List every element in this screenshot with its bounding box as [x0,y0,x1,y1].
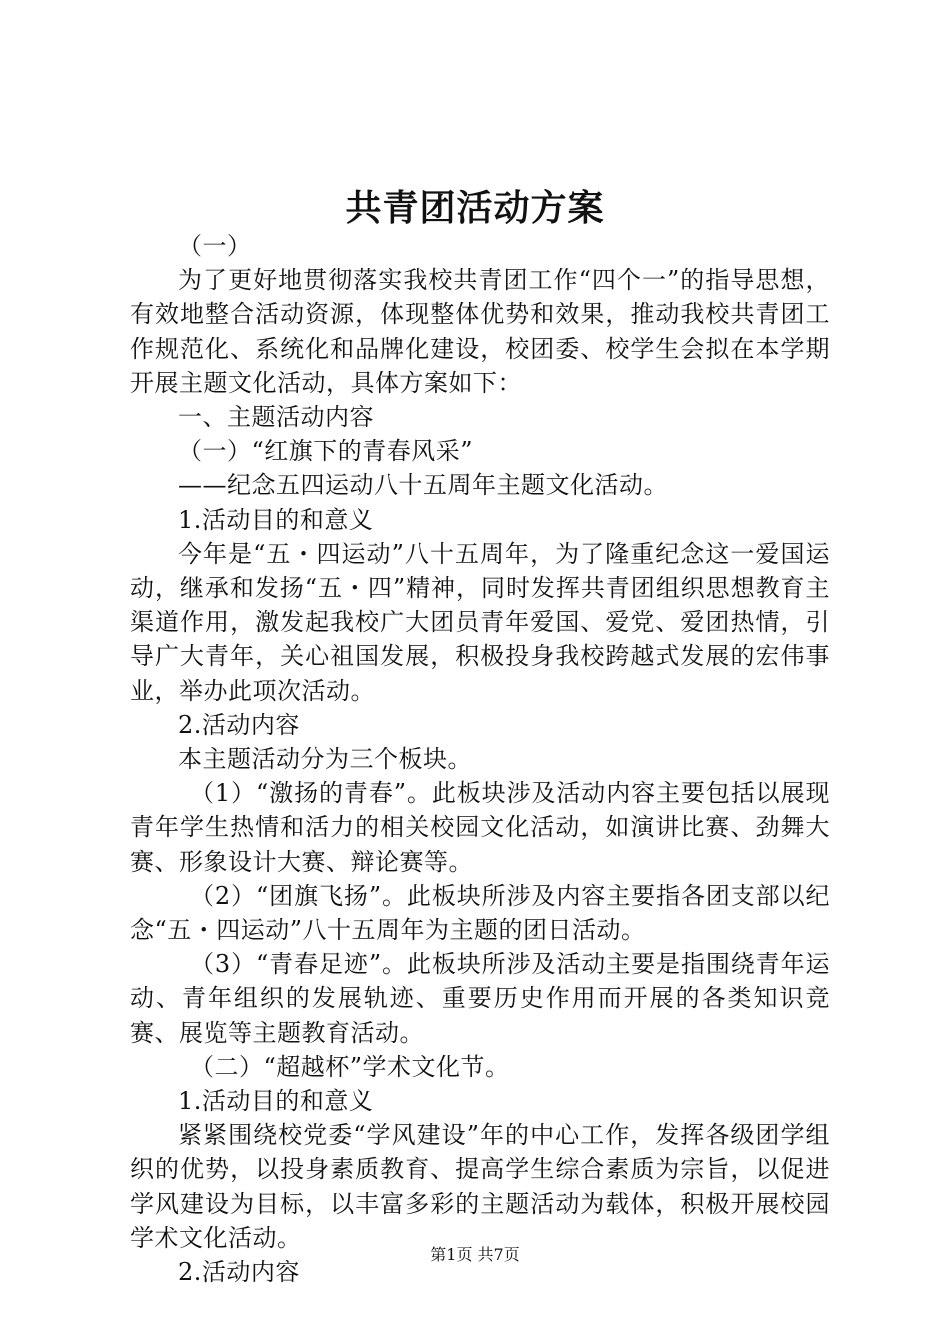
paragraph: 紧紧围绕校党委“学风建设”年的中心工作，发挥各级团学组织的优势，以投身素质教育、提高学生综合素质为宗旨，以促进学风建设为目标，以丰富多彩的主题活动为载体，积极开展校园学术文化活动。 [130,1121,830,1252]
paragraph: （二）“超越杯”学术文化节。 [190,1052,510,1081]
paragraph: ——纪念五四运动八十五周年主题文化活动。 [178,471,668,500]
paragraph: （一）“红旗下的青春风采” [178,437,474,466]
document-body [130,229,830,1289]
paragraph: （一） [178,232,252,260]
page-footer: 第1页 共7页 [430,1245,520,1264]
paragraph: 2.活动内容 [178,1258,300,1287]
paragraph: 为了更好地贯彻落实我校共青团工作“四个一”的指导思想，有效地整合活动资源，体现整体优势和效果，推动我校共青团工作规范化、系统化和品牌化建设，校团委、校学生会拟在本学期开展主题文化活动，具体方案如下： [130,266,830,397]
paragraph: 1.活动目的和意义 [178,1087,374,1116]
paragraph: 本主题活动分为三个板块。 [178,745,472,774]
paragraph: 2.活动内容 [178,710,300,739]
paragraph: 1.活动目的和意义 [178,505,374,534]
paragraph: （2）“团旗飞扬”。此板块所涉及内容主要指各团支部以纪念“五・四运动”八十五周年为主题的团日活动。 [130,881,830,945]
paragraph: 一、主题活动内容 [178,403,374,432]
paragraph: （1）“激扬的青春”。此板块涉及活动内容主要包括以展现青年学生热情和活力的相关校园文化活动，如演讲比赛、劲舞大赛、形象设计大赛、辩论赛等。 [130,779,830,876]
paragraph: 今年是“五・四运动”八十五周年，为了隆重纪念这一爱国运动，继承和发扬“五・四”精神，同时发挥共青团组织思想教育主渠道作用，激发起我校广大团员青年爱国、爱党、爱团热情，引导广大青年，关心祖国发展，积极投身我校跨越式发展的宏伟事业，举办此项次活动。 [130,539,830,705]
document-title: 共青团活动方案 [345,187,605,229]
paragraph: （3）“青春足迹”。此板块所涉及活动主要是指围绕青年运动、青年组织的发展轨迹、重要历史作用而开展的各类知识竞赛、展览等主题教育活动。 [130,950,830,1047]
